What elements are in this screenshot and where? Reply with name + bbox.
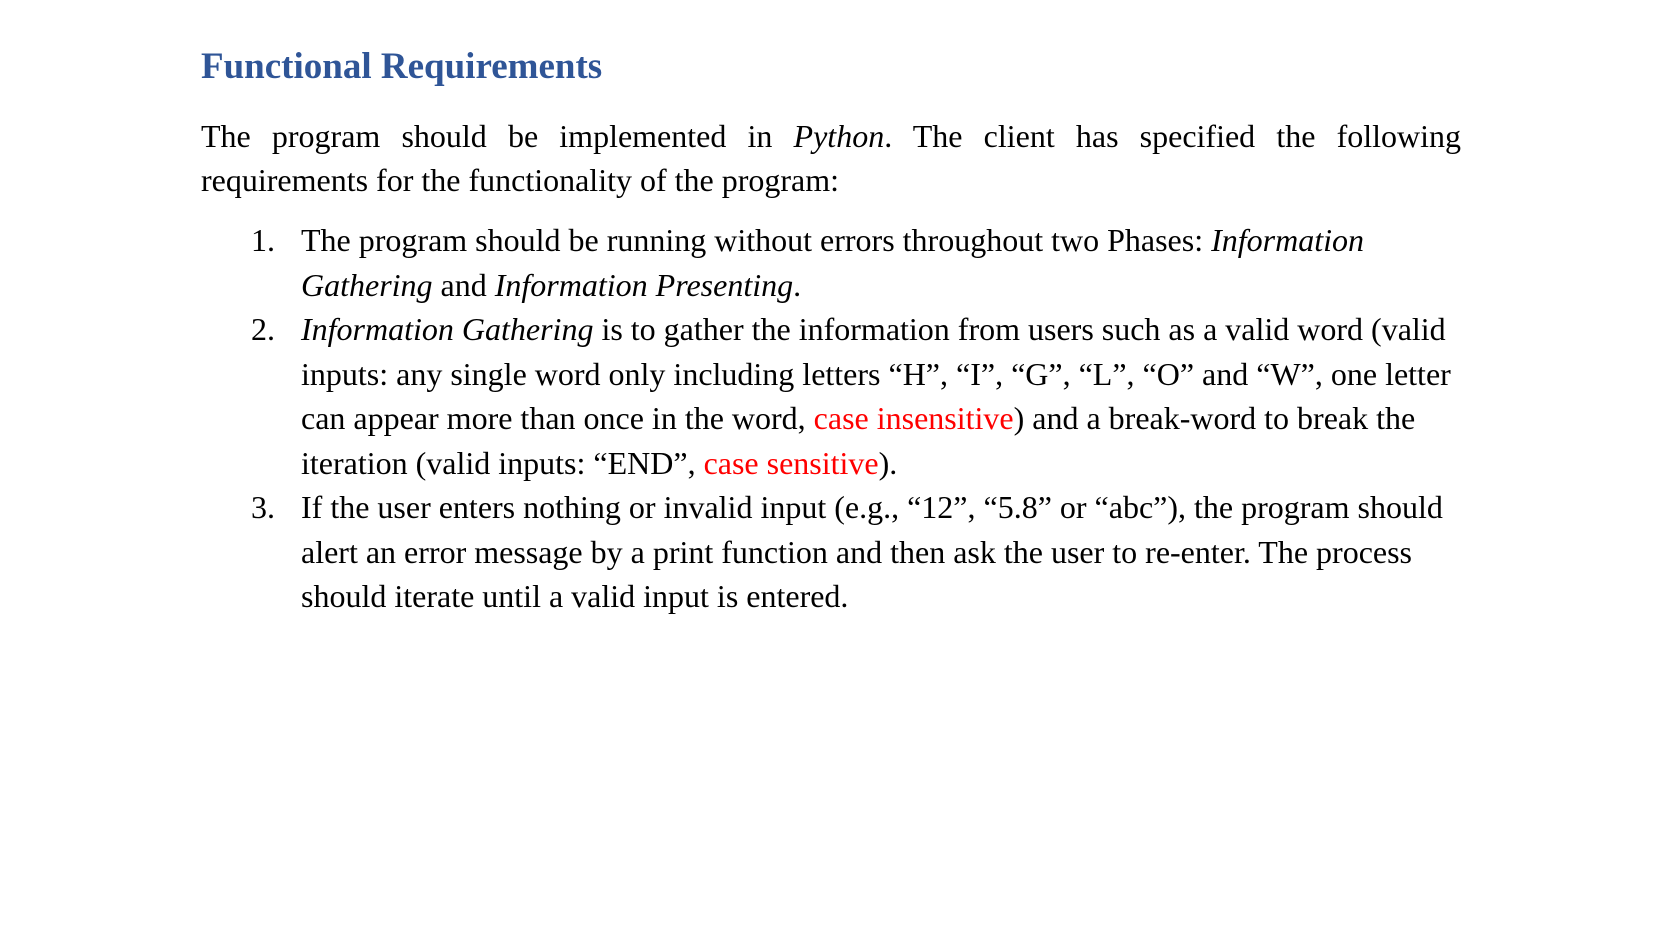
phase-gathering: Information Gathering: [301, 222, 1364, 303]
requirement-text: ).: [878, 444, 898, 481]
section-heading: Functional Requirements: [201, 46, 603, 87]
intro-text-start: The program should be implemented in: [201, 118, 794, 154]
intro-language: Python: [793, 118, 885, 154]
intro-paragraph: [201, 114, 1461, 202]
requirement-text: is to gather the information from users such as a valid word (valid inputs: any single word only including letters “H”, “I”, “G”, “L”, “O” and “W”, one letter can appear more than once in the word,: [301, 311, 1451, 436]
requirements-list: [201, 218, 1461, 619]
requirement-item-1: [201, 218, 1461, 307]
requirement-number: 3.: [251, 489, 275, 525]
phase-gathering: Information Gathering: [301, 311, 594, 347]
requirement-number: 1.: [251, 222, 275, 258]
case-sensitive-highlight: case sensitive: [703, 444, 879, 481]
intro-text-end: . The client has specified the following requirements for the functionality of the program:: [201, 118, 1462, 198]
requirement-text: If the user enters nothing or invalid input (e.g., “12”, “5.8” or “abc”), the program should alert an error message by a print function and then ask the user to re-enter. The process should iterate until a valid input is entered.: [301, 489, 1443, 614]
requirement-number: 2.: [251, 311, 275, 347]
requirement-text: .: [793, 266, 802, 303]
phase-presenting: Information Presenting: [494, 266, 794, 303]
requirement-item-3: [201, 485, 1461, 619]
requirement-text: The program should be running without errors throughout two Phases:: [301, 222, 1212, 258]
requirement-text: ) and a break-word to break the iteration (valid inputs: “END”,: [301, 400, 1416, 481]
case-insensitive-highlight: case insensitive: [813, 400, 1014, 436]
requirement-text: and: [432, 266, 495, 303]
requirement-item-2: [201, 307, 1461, 485]
